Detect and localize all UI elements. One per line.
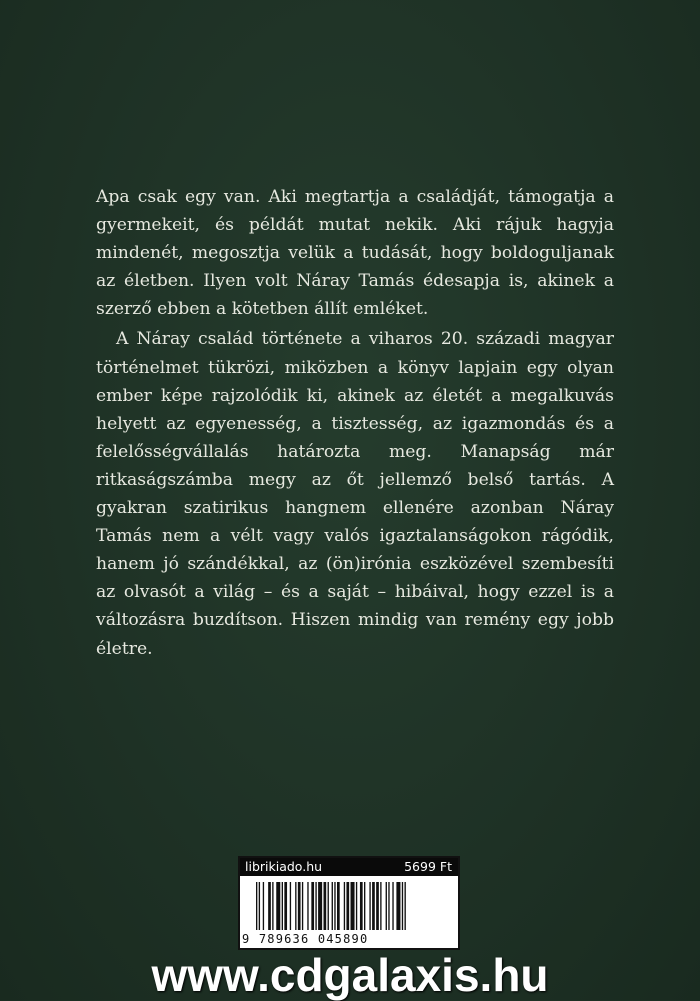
- barcode-stripe: [332, 882, 333, 930]
- barcode-stripe: [344, 882, 345, 930]
- barcode-stripe: [337, 882, 340, 930]
- barcode-stripe: [315, 882, 316, 930]
- barcode-stripe: [396, 882, 400, 930]
- barcode-icon: [256, 882, 454, 930]
- barcode-stripe: [295, 882, 296, 930]
- barcode-stripe: [372, 882, 375, 930]
- barcode-stripe: [307, 882, 308, 930]
- barcode-header: [240, 858, 458, 876]
- barcode-stripe: [364, 882, 365, 930]
- barcode-stripe: [298, 882, 301, 930]
- barcode-stripe: [380, 882, 381, 930]
- barcode-stripe: [334, 882, 335, 930]
- barcode-stripe: [311, 882, 314, 930]
- barcode-stripe: [282, 882, 283, 930]
- barcode-stripe: [392, 882, 393, 930]
- barcode-box: [238, 856, 460, 950]
- barcode-stripe: [268, 882, 271, 930]
- watermark-text: www.cdgalaxis.hu: [151, 949, 549, 1001]
- publisher-site: librikiado.hu: [245, 859, 323, 874]
- barcode-stripe: [351, 882, 355, 930]
- barcode-stripe: [263, 882, 264, 930]
- blurb-paragraph-2: A Náray család története a viharos 20. századi magyar történelmet tükrözi, miközben a könyv lapjain egy olyan ember képe rajzolódik ki, akinek az életét a megalkuvás helyett az egyenesség, a tisztesség, az igazmondás és a felelősségvállalás határozta meg. Manapság már ritkaságszámba megy az őt jellemző belső tartás. A gyakran szatirikus hangnem ellenére azonban Náray Tamás nem a vélt vagy valós igaztalanságokon rágódik, hanem jó szándékkal, az (ön)irónia eszközével szembesíti az olvasót a világ – és a saját – hibáival, hogy ezzel is a változásra buzdítson. Hiszen mindig van remény egy jobb életre.: [96, 329, 614, 659]
- barcode-stripe: [259, 882, 260, 930]
- barcode-stripe: [328, 882, 329, 930]
- barcode-stripe: [318, 882, 322, 930]
- barcode-stripe: [272, 882, 273, 930]
- barcode-stripe: [346, 882, 349, 930]
- price-label: 5699 Ft: [404, 859, 452, 874]
- barcode-stripe: [356, 882, 357, 930]
- barcode-stripe: [402, 882, 403, 930]
- isbn-digits: 9 789636 045890: [242, 932, 369, 946]
- barcode-stripe: [276, 882, 280, 930]
- barcode-stripe: [369, 882, 370, 930]
- barcode-stripe: [360, 882, 363, 930]
- barcode-stripe: [256, 882, 257, 930]
- barcode-stripe: [284, 882, 287, 930]
- barcode-stripe: [290, 882, 291, 930]
- barcode-stripe: [324, 882, 327, 930]
- barcode-stripe: [376, 882, 379, 930]
- barcode-bars: [256, 882, 454, 930]
- blurb-paragraph-1: Apa csak egy van. Aki megtartja a családját, támogatja a gyermekeit, és példát mutat nekik. Aki rájuk hagyja mindenét, megosztja velük a tudását, hogy boldoguljanak az életben. Ilyen volt Náray Tamás édesapja is, akinek a szerző ebben a kötetben állít emléket.: [96, 187, 614, 320]
- barcode-stripe: [388, 882, 389, 930]
- back-cover-blurb: [96, 183, 614, 663]
- barcode-stripe: [302, 882, 303, 930]
- barcode-stripe: [405, 882, 406, 930]
- barcode-stripe: [386, 882, 387, 930]
